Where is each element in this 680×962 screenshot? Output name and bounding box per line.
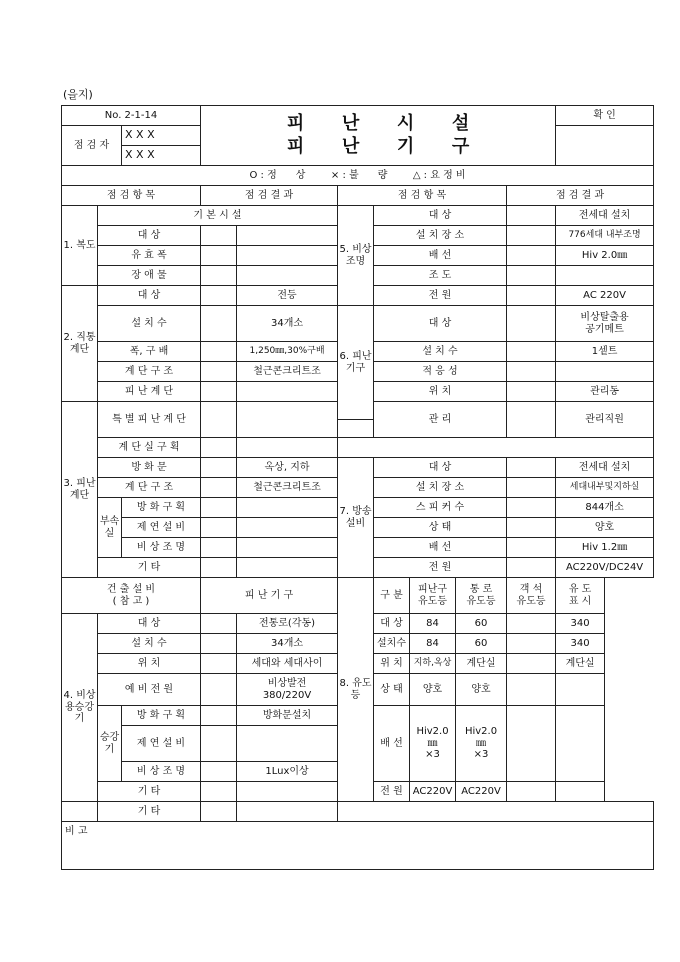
title-line-1: 피 난 시 설	[286, 113, 470, 134]
direct-stair-title: 2. 직통계단	[62, 286, 98, 402]
s8-cell: Hiv2.0 ㎜ ×3	[456, 706, 507, 782]
s8-cell	[507, 782, 556, 802]
s8-cell: 60	[456, 634, 507, 654]
s6-label: 대 상	[374, 306, 507, 342]
s2-value: 34개소	[237, 306, 338, 342]
inspection-form	[61, 105, 654, 870]
s1-value	[237, 266, 338, 286]
emergency-elevator-title: 4. 비상용승강기	[62, 614, 98, 802]
form-number: No. 2-1-14	[62, 106, 201, 126]
left-item-heading: 점 검 항 목	[62, 186, 201, 206]
s8-header: 통 로 유도등	[456, 578, 507, 614]
s8-row-label: 대 상	[374, 614, 410, 634]
confirm-signature-box[interactable]	[556, 126, 654, 166]
s7-mark[interactable]	[507, 558, 556, 578]
other-mark[interactable]	[201, 802, 237, 822]
s8-cell: 계단실	[556, 654, 605, 674]
s6-value: 비상탈출용 공기메트	[556, 306, 654, 342]
elevator-mark[interactable]	[201, 762, 237, 782]
annex-value	[237, 498, 338, 518]
emergency-light-title: 5. 비상조명	[338, 206, 374, 306]
s6-label: 위 치	[374, 382, 507, 402]
s7-label: 전 원	[374, 558, 507, 578]
annex-value	[237, 538, 338, 558]
s2-value	[237, 382, 338, 402]
s3-mark[interactable]	[201, 458, 237, 478]
s2-label: 대 상	[98, 286, 201, 306]
s5-label: 대 상	[374, 206, 507, 226]
guide-light-title: 8. 유도등	[338, 578, 374, 802]
s3-mark[interactable]	[201, 558, 237, 578]
s1-mark[interactable]	[201, 226, 237, 246]
s6-value: 관리동	[556, 382, 654, 402]
s5-label: 조 도	[374, 266, 507, 286]
inspector-name-2: X X X	[122, 146, 201, 166]
form-label: (을지)	[63, 88, 93, 101]
confirm-label: 확 인	[556, 106, 654, 126]
title-line-2: 피 난 기 구	[286, 135, 470, 157]
s4-label: 위 치	[98, 654, 201, 674]
s8-header: 객 석 유도등	[507, 578, 556, 614]
s3-value	[237, 438, 338, 458]
annex-mark[interactable]	[201, 498, 237, 518]
s8-cell	[507, 654, 556, 674]
s7-value: 세대내부및지하실	[556, 478, 654, 498]
s5-mark[interactable]	[507, 206, 556, 226]
s2-label: 계 단 구 조	[98, 362, 201, 382]
s3-structure-value: 철근콘크리트조	[237, 478, 338, 498]
s2-mark[interactable]	[201, 286, 237, 306]
right-item-heading: 점 검 항 목	[338, 186, 507, 206]
s8-cell: 84	[410, 634, 456, 654]
s6-value: 관리직원	[556, 402, 654, 438]
s8-cell	[556, 706, 605, 782]
remarks-field[interactable]	[62, 822, 654, 870]
s6-label: 관 리	[374, 402, 507, 438]
s7-mark[interactable]	[507, 538, 556, 558]
annex-mark[interactable]	[201, 538, 237, 558]
s7-label: 배 선	[374, 538, 507, 558]
s4-etc-value	[237, 782, 338, 802]
s6-value: 1셑트	[556, 342, 654, 362]
annex-value	[237, 518, 338, 538]
s4-mark[interactable]	[201, 782, 237, 802]
s4-mark[interactable]	[201, 614, 237, 634]
s8-cell: 340	[556, 634, 605, 654]
s7-mark[interactable]	[507, 478, 556, 498]
s8-cell: 340	[556, 614, 605, 634]
s3-fire-door-label: 방 화 문	[98, 458, 201, 478]
s4-label: 대 상	[98, 614, 201, 634]
corridor-title: 1. 복도	[62, 206, 98, 286]
s5-value: AC 220V	[556, 286, 654, 306]
section-spacer	[338, 438, 654, 458]
s8-cell: 지하,옥상	[410, 654, 456, 674]
s4-value: 34개소	[237, 634, 338, 654]
blank-cell	[62, 802, 98, 822]
s4-value: 비상발전 380/220V	[237, 674, 338, 706]
s4-value: 세대와 세대사이	[237, 654, 338, 674]
annex-row-label: 제 연 설 비	[122, 518, 201, 538]
s3-room-label: 계 단 실 구 획	[98, 438, 201, 458]
s7-label: 상 태	[374, 518, 507, 538]
building-label-1: 건 출 설 비	[106, 584, 156, 595]
s8-cell: 계단실	[456, 654, 507, 674]
s2-mark[interactable]	[201, 342, 237, 362]
elevator-row-label: 비 상 조 명	[122, 762, 201, 782]
s1-label: 대 상	[98, 226, 201, 246]
annex-label: 부속실	[98, 498, 122, 558]
s7-value: Hiv 1.2㎜	[556, 538, 654, 558]
s6-label: 적 응 성	[374, 362, 507, 382]
right-result-heading: 점 검 결 과	[507, 186, 654, 206]
s2-value: 철근콘크리트조	[237, 362, 338, 382]
s1-mark[interactable]	[201, 266, 237, 286]
other-label: 기 타	[98, 802, 201, 822]
s7-value: 양호	[556, 518, 654, 538]
s4-label: 설 치 수	[98, 634, 201, 654]
legend: O : 정 상 × : 불 량 △ : 요 정 비	[62, 166, 654, 186]
s1-label: 장 애 물	[98, 266, 201, 286]
evacuation-stair-title: 3. 피난계단	[62, 402, 98, 578]
s1-value	[237, 246, 338, 266]
elevator-row-label: 제 연 설 비	[122, 726, 201, 762]
elevator-mark[interactable]	[201, 706, 237, 726]
s8-cell: AC220V	[456, 782, 507, 802]
s6-mark[interactable]	[507, 342, 556, 362]
s7-label: 설 치 장 소	[374, 478, 507, 498]
s3-mark[interactable]	[201, 478, 237, 498]
s4-value: 전통로(각동)	[237, 614, 338, 634]
s3-special-label: 특 별 피 난 계 단	[98, 402, 201, 438]
s7-mark[interactable]	[507, 458, 556, 478]
other-value	[237, 802, 338, 822]
evacuation-equipment-title: 6. 피난기구	[338, 306, 374, 420]
s5-value: 776세대 내부조명	[556, 226, 654, 246]
s4-label: 예 비 전 원	[98, 674, 201, 706]
s8-cell	[507, 706, 556, 782]
annex-row-label: 방 화 구 획	[122, 498, 201, 518]
elevator-value	[237, 726, 338, 762]
form-title	[201, 106, 556, 166]
s6-label: 설 치 수	[374, 342, 507, 362]
remarks-label: 비 고	[65, 826, 88, 837]
elevator-mark[interactable]	[201, 726, 237, 762]
s5-value: Hiv 2.0㎜	[556, 246, 654, 266]
corridor-basic: 기 본 시 설	[98, 206, 338, 226]
annex-mark[interactable]	[201, 518, 237, 538]
s7-mark[interactable]	[507, 518, 556, 538]
s8-cell: Hiv2.0 ㎜ ×3	[410, 706, 456, 782]
s5-label: 설 치 장 소	[374, 226, 507, 246]
broadcast-title: 7. 방송설비	[338, 458, 374, 578]
s2-mark[interactable]	[201, 362, 237, 382]
s5-mark[interactable]	[507, 266, 556, 286]
s7-value: AC220V/DC24V	[556, 558, 654, 578]
s3-etc-label: 기 타	[98, 558, 201, 578]
s4-etc-label: 기 타	[98, 782, 201, 802]
s4-mark[interactable]	[201, 674, 237, 706]
annex-row-label: 비 상 조 명	[122, 538, 201, 558]
s2-mark[interactable]	[201, 382, 237, 402]
elevator-row-label: 방 화 구 획	[122, 706, 201, 726]
s3-value	[237, 402, 338, 438]
inspector-label: 점 검 자	[62, 126, 122, 166]
s8-cell	[507, 614, 556, 634]
s7-label: 스 피 커 수	[374, 498, 507, 518]
s5-mark[interactable]	[507, 226, 556, 246]
s2-label: 피 난 계 단	[98, 382, 201, 402]
s8-row-label: 전 원	[374, 782, 410, 802]
s8-header: 유 도 표 시	[556, 578, 605, 614]
s5-label: 배 선	[374, 246, 507, 266]
s8-cell: 양호	[410, 674, 456, 706]
right-blank	[338, 802, 654, 822]
s7-label: 대 상	[374, 458, 507, 478]
s2-label: 설 치 수	[98, 306, 201, 342]
s7-value: 전세대 설치	[556, 458, 654, 478]
s2-value: 1,250㎜,30%구배	[237, 342, 338, 362]
s6-mark[interactable]	[507, 362, 556, 382]
s5-mark[interactable]	[507, 286, 556, 306]
s7-value: 844개소	[556, 498, 654, 518]
s1-value	[237, 226, 338, 246]
s2-label: 폭, 구 배	[98, 342, 201, 362]
s3-mark[interactable]	[201, 402, 237, 438]
s8-cell	[556, 782, 605, 802]
left-result-heading: 점 검 결 과	[201, 186, 338, 206]
s4-mark[interactable]	[201, 634, 237, 654]
s8-header: 구 분	[374, 578, 410, 614]
s2-mark[interactable]	[201, 306, 237, 342]
s8-cell: 84	[410, 614, 456, 634]
s5-label: 전 원	[374, 286, 507, 306]
s4-mark[interactable]	[201, 654, 237, 674]
s6-mark[interactable]	[507, 306, 556, 342]
s3-fire-door-value: 옥상, 지하	[237, 458, 338, 478]
s8-row-label: 상 태	[374, 674, 410, 706]
s5-value: 전세대 설치	[556, 206, 654, 226]
s6-mark[interactable]	[507, 402, 556, 438]
s8-cell	[507, 634, 556, 654]
elevator-value: 1Lux이상	[237, 762, 338, 782]
s1-label: 유 효 폭	[98, 246, 201, 266]
elevator-value: 방화문설치	[237, 706, 338, 726]
s6-value	[556, 362, 654, 382]
s1-mark[interactable]	[201, 246, 237, 266]
s8-cell: 60	[456, 614, 507, 634]
s8-cell: 양호	[456, 674, 507, 706]
s8-row-label: 설치수	[374, 634, 410, 654]
building-label-2: ( 참 고 )	[112, 595, 150, 607]
s7-mark[interactable]	[507, 498, 556, 518]
s8-row-label: 위 치	[374, 654, 410, 674]
elevator-label: 승강기	[98, 706, 122, 782]
s8-cell	[556, 674, 605, 706]
s3-mark[interactable]	[201, 438, 237, 458]
s5-mark[interactable]	[507, 246, 556, 266]
s2-value: 전등	[237, 286, 338, 306]
s8-cell: AC220V	[410, 782, 456, 802]
s8-header: 피난구 유도등	[410, 578, 456, 614]
s3-etc-value	[237, 558, 338, 578]
building-value: 피 난 기 구	[201, 578, 338, 614]
s8-row-label: 배 선	[374, 706, 410, 782]
inspector-name-1: X X X	[122, 126, 201, 146]
building-reference	[62, 578, 201, 614]
s3-structure-label: 계 단 구 조	[98, 478, 201, 498]
s8-cell	[507, 674, 556, 706]
s6-mark[interactable]	[507, 382, 556, 402]
s5-value	[556, 266, 654, 286]
